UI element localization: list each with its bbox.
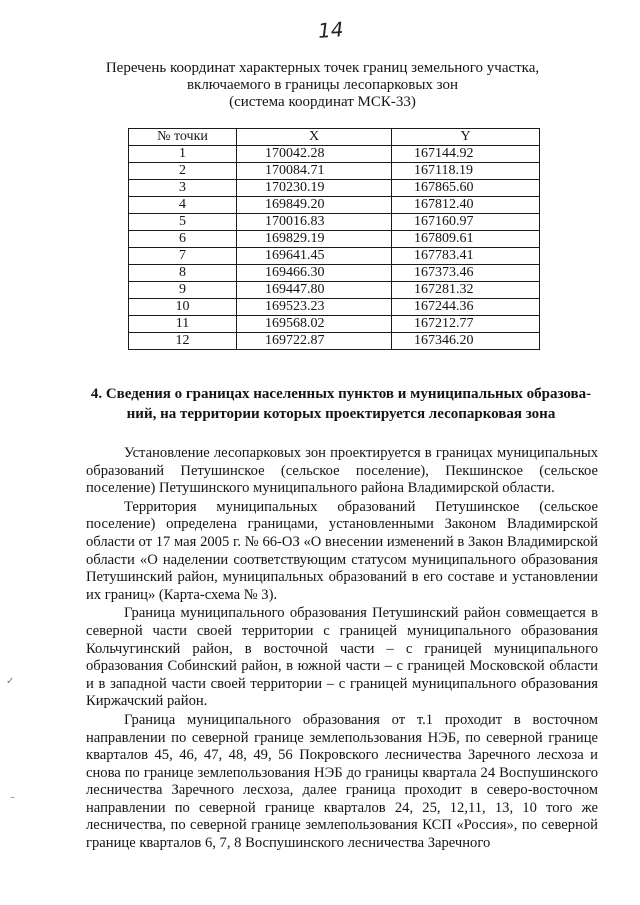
header-point-number: № точки xyxy=(129,129,237,146)
point-number-cell: 8 xyxy=(129,265,237,282)
section-heading-line-1: 4. Сведения о границах населенных пунктов и муниципальных образова- xyxy=(90,386,592,402)
table-row xyxy=(129,333,540,350)
x-coordinate-cell: 169447.80 xyxy=(237,282,392,299)
table-row xyxy=(129,146,540,163)
x-coordinate-cell: 169523.23 xyxy=(237,299,392,316)
paragraph-1: Установление лесопарковых зон проектируется в границах муниципальных образований Петушинское (сельское поселение), Пекшинское (сельское поселение) Петушинского муниципального района Владимирской области. xyxy=(86,445,598,497)
caption-line-1: Перечень координат характерных точек границ земельного участка, xyxy=(105,60,540,76)
body-text xyxy=(86,445,598,854)
caption-line-2: включаемого в границы лесопарковых зон xyxy=(186,77,459,93)
paragraph-3: Граница муниципального образования Петушинский район совмещается в северной части своей территории с границей муниципального образования Кольчугинский район, в восточной части – с границей муниципального образования Собинский район, в южной части – с границей Московской области и в западной части своей территории – с границей муниципального образования Киржачский район. xyxy=(86,605,598,710)
header-x: X xyxy=(237,129,392,146)
x-coordinate-cell: 169849.20 xyxy=(237,197,392,214)
point-number-cell: 4 xyxy=(129,197,237,214)
x-coordinate-cell: 169466.30 xyxy=(237,265,392,282)
point-number-cell: 10 xyxy=(129,299,237,316)
point-number-cell: 5 xyxy=(129,214,237,231)
y-coordinate-cell: 167244.36 xyxy=(392,299,540,316)
x-coordinate-cell: 169829.19 xyxy=(237,231,392,248)
point-number-cell: 3 xyxy=(129,180,237,197)
point-number-cell: 7 xyxy=(129,248,237,265)
y-coordinate-cell: 167160.97 xyxy=(392,214,540,231)
x-coordinate-cell: 169568.02 xyxy=(237,316,392,333)
x-coordinate-cell: 169722.87 xyxy=(237,333,392,350)
y-coordinate-cell: 167346.20 xyxy=(392,333,540,350)
table-row xyxy=(129,282,540,299)
point-number-cell: 1 xyxy=(129,146,237,163)
table-row xyxy=(129,163,540,180)
table-row xyxy=(129,197,540,214)
point-number-cell: 12 xyxy=(129,333,237,350)
caption-line-3: (система координат МСК-33) xyxy=(229,94,416,110)
table-header-row xyxy=(129,129,540,146)
y-coordinate-cell: 167212.77 xyxy=(392,316,540,333)
point-number-cell: 6 xyxy=(129,231,237,248)
y-coordinate-cell: 167281.32 xyxy=(392,282,540,299)
margin-mark: ✓ xyxy=(6,676,15,687)
table-caption xyxy=(80,60,565,111)
table-row xyxy=(129,265,540,282)
section-heading xyxy=(86,384,596,424)
point-number-cell: 11 xyxy=(129,316,237,333)
point-number-cell: 9 xyxy=(129,282,237,299)
x-coordinate-cell: 170230.19 xyxy=(237,180,392,197)
x-coordinate-cell: 170084.71 xyxy=(237,163,392,180)
y-coordinate-cell: 167783.41 xyxy=(392,248,540,265)
x-coordinate-cell: 170042.28 xyxy=(237,146,392,163)
table-row xyxy=(129,214,540,231)
x-coordinate-cell: 169641.45 xyxy=(237,248,392,265)
table-row xyxy=(129,180,540,197)
header-y: Y xyxy=(392,129,540,146)
y-coordinate-cell: 167373.46 xyxy=(392,265,540,282)
table-row xyxy=(129,316,540,333)
coordinates-table xyxy=(128,128,540,350)
margin-mark: – xyxy=(10,792,15,803)
table-row xyxy=(129,299,540,316)
section-heading-line-2: ний, на территории которых проектируется лесопарковая зона xyxy=(126,406,556,422)
y-coordinate-cell: 167812.40 xyxy=(392,197,540,214)
table-row xyxy=(129,231,540,248)
point-number-cell: 2 xyxy=(129,163,237,180)
x-coordinate-cell: 170016.83 xyxy=(237,214,392,231)
y-coordinate-cell: 167809.61 xyxy=(392,231,540,248)
table-row xyxy=(129,248,540,265)
y-coordinate-cell: 167865.60 xyxy=(392,180,540,197)
paragraph-2: Территория муниципальных образований Петушинское (сельское поселение) определена границами, установленными Законом Владимирской области от 17 мая 2005 г. № 66-ОЗ «О внесении изменений в Закон Владимирской области «О наделении соответствующим статусом муниципального образования Петушинский район, муниципальных образований в его составе и установлении их границ» (Карта-схема № 3). xyxy=(86,498,598,603)
y-coordinate-cell: 167118.19 xyxy=(392,163,540,180)
page-number: 14 xyxy=(317,17,345,43)
y-coordinate-cell: 167144.92 xyxy=(392,146,540,163)
paragraph-4: Граница муниципального образования от т.1 проходит в восточном направлении по северной границе землепользования НЭБ, по северной границе кварталов 45, 46, 47, 48, 49, 56 Покровского лесничества Заречного лесхоза и снова по границе землепользования НЭБ до границы квартала 24 Воспушинского лесничества Заречного лесхоза, далее граница проходит в северо-восточном направлении по северной границе кварталов 24, 25, 12,11, 13, 10 того же лесничества, по северной границе землепользования КСП «Россия», по северной границе кварталов 6, 7, 8 Воспушинского лесничества Заречного xyxy=(86,711,598,852)
